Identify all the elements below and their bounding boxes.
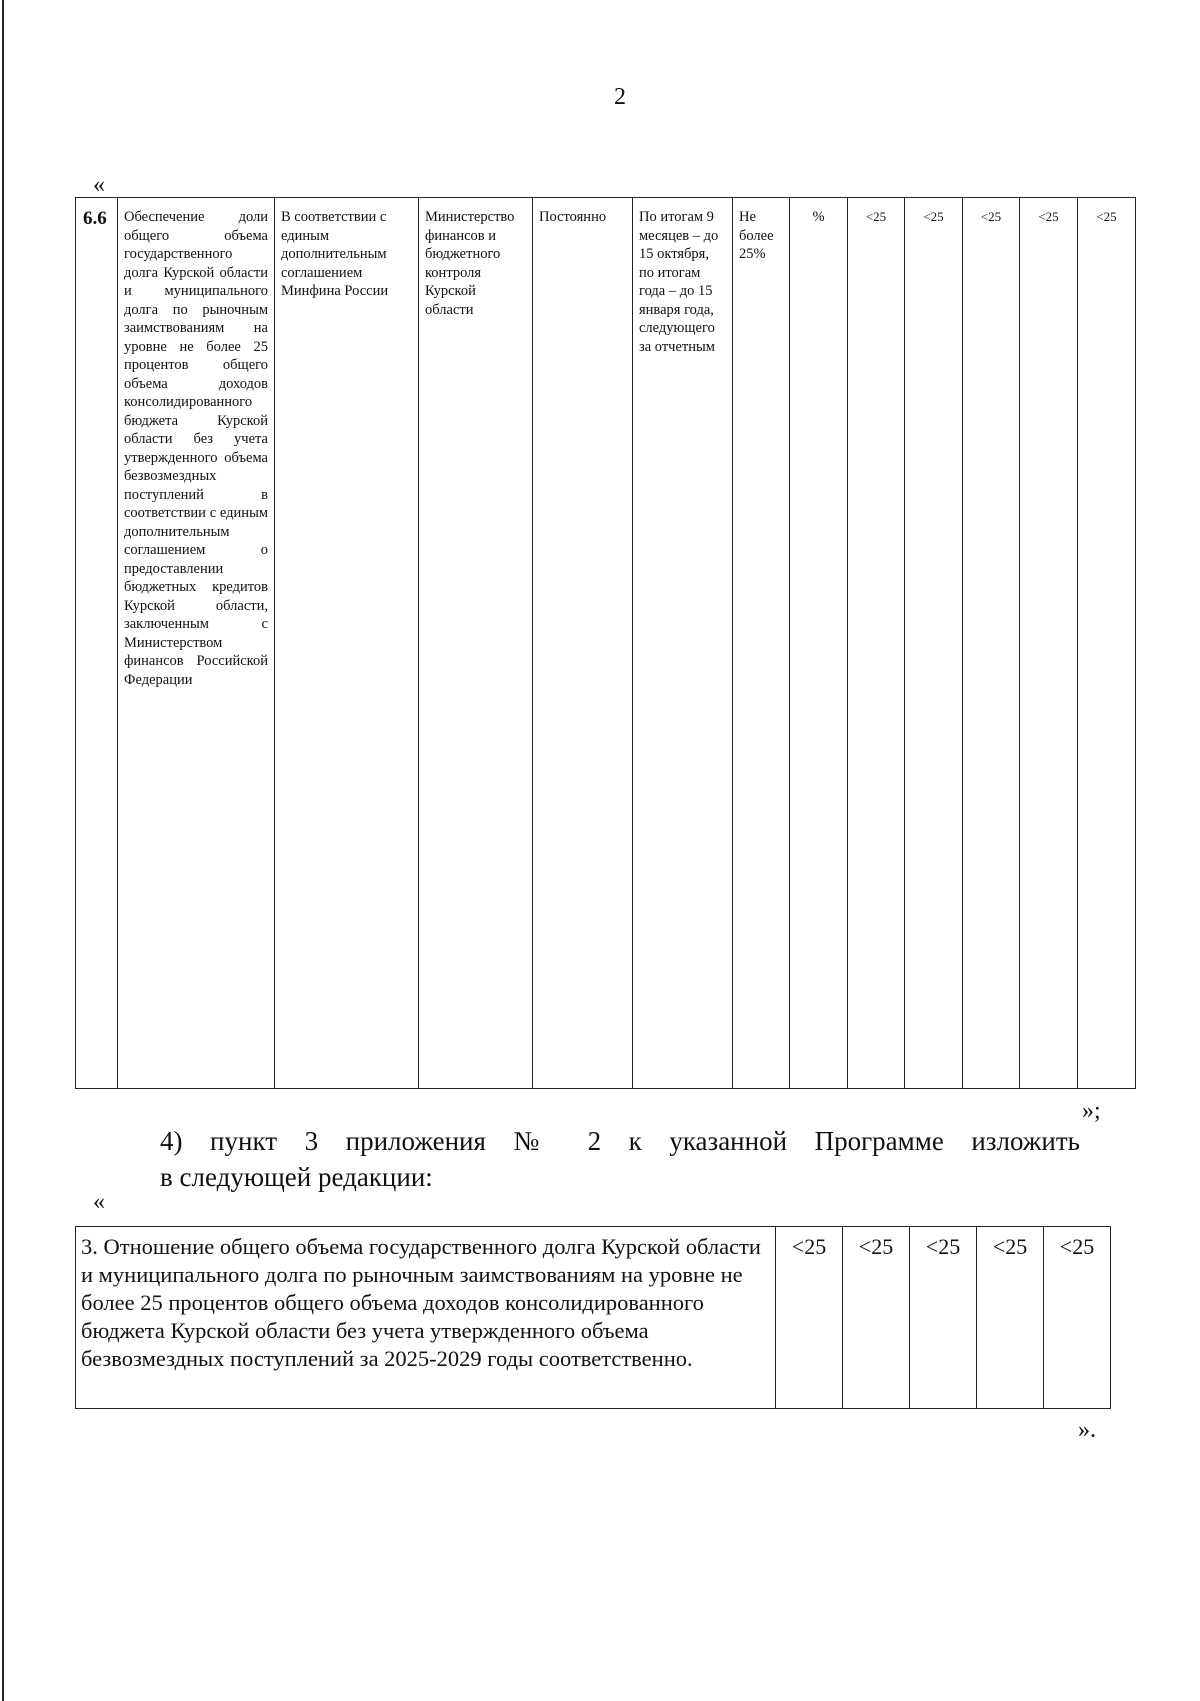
value-2026: <25 <box>905 198 963 1089</box>
annex-value-2029: <25 <box>1044 1227 1111 1409</box>
opening-quote-1: « <box>93 172 105 198</box>
annex-item-description: 3. Отношение общего объема государственного долга Курской области и муниципального долга по рыночным заимствованиям на уровне не более 25 процентов общего объема доходов консолидированного бюджета Курской области без учета утвержденного объема безвозмездных поступлений за 2025-2029 годы соответственно. <box>76 1227 776 1409</box>
scan-edge-line <box>2 0 4 1701</box>
responsible-body: Министерство финансов и бюджетного контроля Курской области <box>419 198 533 1089</box>
closing-quote-1: »; <box>1082 1098 1101 1124</box>
table-row <box>76 198 1136 1089</box>
unit: % <box>790 198 848 1089</box>
value-2028: <25 <box>1020 198 1078 1089</box>
annex-value-2028: <25 <box>977 1227 1044 1409</box>
amendment-paragraph <box>160 1123 1080 1195</box>
value-2027: <25 <box>963 198 1020 1089</box>
annex-value-2027: <25 <box>910 1227 977 1409</box>
annex-value-2025: <25 <box>776 1227 843 1409</box>
annex-item-table <box>75 1226 1111 1409</box>
value-2025: <25 <box>848 198 905 1089</box>
value-2029: <25 <box>1078 198 1136 1089</box>
paragraph-line-1: 4) пункт 3 приложения № 2 к указанной Программе изложить <box>160 1126 1080 1156</box>
indicator-description: Обеспечение доли общего объема государственного долга Курской области и муниципального долга по рыночным заимствованиям на уровне не более 25 процентов общего объема доходов консолидированного бюджета Курской области без учета утвержденного объема безвозмездных поступлений в соответствии с единым дополнительным соглашением о предоставлении бюджетных кредитов Курской области, заключенным с Министерством финансов Российской Федерации <box>118 198 275 1089</box>
annex-value-2026: <25 <box>843 1227 910 1409</box>
paragraph-line-2: в следующей редакции: <box>160 1162 433 1192</box>
page-number: 2 <box>614 84 626 110</box>
closing-quote-2: ». <box>1078 1417 1096 1443</box>
opening-quote-2: « <box>93 1189 105 1215</box>
indicator-basis: В соответствии с единым дополнительным соглашением Минфина России <box>275 198 419 1089</box>
target-value: Не более 25% <box>733 198 790 1089</box>
indicator-table <box>75 197 1136 1089</box>
table-row <box>76 1227 1111 1409</box>
row-number: 6.6 <box>76 198 118 1089</box>
deadline: По итогам 9 месяцев – до 15 октября, по итогам года – до 15 января года, следующего за отчетным <box>633 198 733 1089</box>
frequency: Постоянно <box>533 198 633 1089</box>
